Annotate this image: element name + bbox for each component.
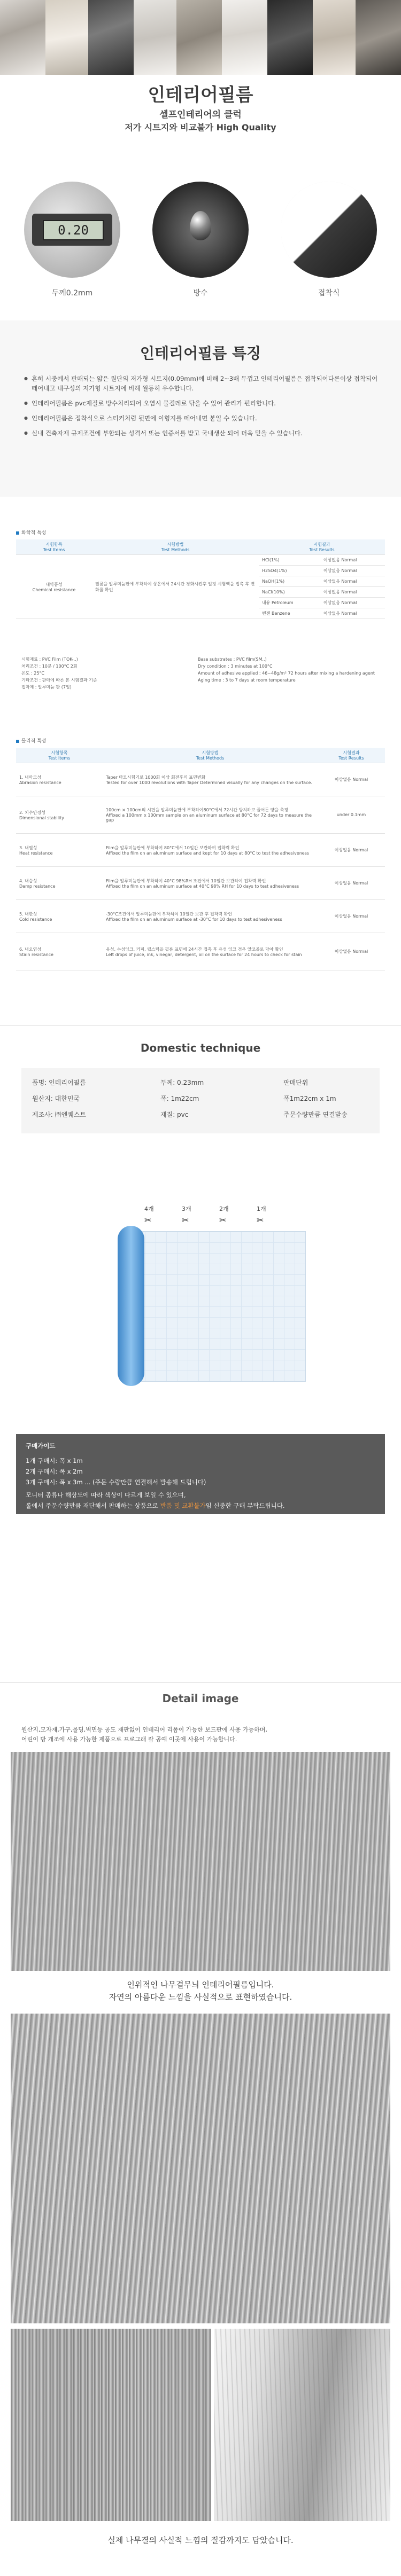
feature-item: ● 인테리어필름은 접착식으로 스티커처럼 뒷면에 이형지를 떼어내면 붙일 수 있습니다. — [24, 413, 382, 423]
marble-strip — [45, 0, 88, 75]
detail-caption: 자연의 아름다운 느낌을 사실적으로 표현하였습니다. — [109, 1992, 292, 2002]
marble-strip — [0, 0, 45, 75]
marble-strip — [134, 0, 176, 75]
feature-item: ● 인테리어필름은 pvc재질로 방수처리되어 오염시 물걸레로 닦을 수 있어 관리가 편리합니다. — [24, 398, 382, 408]
marble-strip — [176, 0, 222, 75]
buy-guide-title: 구매가이드 — [26, 1442, 56, 1450]
peel-corner-photo — [281, 182, 377, 278]
feature-item: ● 흔히 시중에서 판매되는 얇은 원단의 저가형 시트지(0.09mm)에 비해 2~3배 두껍고 인테리어필름은 접착되어다른이상 접착되어 떼어내고 내구성의 저가형 시트지에 비해 월등히 우수합니다. — [24, 374, 382, 393]
features-list — [24, 374, 382, 443]
chem-specs-en: Base substrates : PVC film(SM..) Dry condition : 3 minutes at 100°C Amount of adhesive applied : 46~48g/m² 72 hours after mixing a hardening agent Aging time : 3 to 7 days at room temperature — [198, 657, 375, 683]
detail-caption: 인위적인 나무결무늬 인테리어필름입니다. — [127, 1980, 274, 1990]
table-row: 1. 내마모성 Abrasion resistance Taper 마모시험기로 1000회 이상 회전후의 표면변화 Tested for over 1000 revolutions with Taper Determined visually for any changes on the surface. 이상없음 Normal — [16, 763, 385, 796]
circle-label: 방수 — [193, 289, 208, 297]
wood-peel-photo — [214, 2329, 390, 2521]
water-drop-photo — [152, 182, 249, 278]
caliper-readout: 0.20 — [43, 220, 104, 240]
detail-title: Detail image — [162, 1692, 239, 1705]
table-row: 6. 내오염성 Stain resistance 유성, 수성잉크, 커피, 립스틱을 필름 표면에 24시간 접촉 후 유성 잉크 경우 알코올로 닦아 확인 Left drops of juice, ink, vinegar, detergent, oil on the surface for 24 hours to check for stain 이상없음 Normal — [16, 933, 385, 970]
divider — [0, 1682, 401, 1683]
wood-texture-photo — [11, 2014, 390, 2323]
detail-note: 원산지,모자재,가구,몰딩,벽면등 공도 재판없이 인테리어 리폼이 가능한 보드판에 사용 가능하며, 어린이 방 개조에 사용 가능한 제품으로 프로그래 칼 공예 이곳에 사용이 가능합니다. — [21, 1726, 267, 1743]
domestic-title: Domestic technique — [140, 1042, 261, 1054]
bullet-icon — [16, 740, 19, 743]
wood-texture-photo — [11, 1752, 390, 1971]
marble-strip — [267, 0, 313, 75]
buy-guide-box: 구매가이드 1개 구매시: 폭 x 1m 2개 구매시: 폭 x 2m 3개 구매시: 폭 x 3m ... (주문 수량만큼 연결해서 발송해 드립니다) 모니터 종류나 해상도에 따라 색상이 다르게 보일 수 있으며, 롤에서 주문수량만큼 재단해서 판매하는 상품으로 반품 및 교환불가임 신중한 구매 부탁드립니다. — [16, 1434, 385, 1514]
caliper-photo — [24, 182, 120, 278]
marble-banner — [0, 0, 401, 75]
film-roll-icon — [118, 1226, 144, 1386]
feature-item: ● 실내 건축자재 규제조건에 부합되는 성격서 또는 인증서를 받고 국내생산 되어 더욱 믿을 수 있습니다. — [24, 428, 382, 438]
scissors-icon: ✂ — [257, 1215, 264, 1225]
circle-label: 두께0.2mm — [51, 289, 93, 297]
chem-section-title: 화학적 특성 — [16, 529, 46, 536]
scissors-icon: ✂ — [144, 1215, 152, 1225]
scissors-icon: ✂ — [182, 1215, 189, 1225]
circle-label: 접착식 — [318, 289, 340, 297]
phys-section-title: 물리적 특성 — [16, 737, 46, 744]
bullet-icon — [16, 531, 19, 535]
chem-item: 내약품성 Chemical resistance — [16, 555, 92, 619]
scissors-icon: ✂ — [219, 1215, 227, 1225]
page-title: 인테리어필름 — [148, 84, 253, 106]
phys-table: 시험항목 Test Items 시험방법 Test Methods 시험결과 Test Results 1. 내마모성 Abrasion resistance Taper 마모시험기로 1000회 이상 회전후의 표면변화 Tested for over 1000 revolutions with Taper Determined visually for any changes on the surface. 이상없음 Normal 2. 치수안정성 Dimensional stability 100cm × 100cm의 시편을 알루미늄판에 부착하여80°C에서 72시간 방치하고 줄어든 양을 측정 Affixed a 100mm x 100mm sample on an aluminum surface at 80°C for 72 days to measure the gap under 0.1mm 3. 내열성 Heat resistance Film을 알루미늄판에 부착하여 80°C에서 10일간 보관하여 접착력 확인 Affixed the film on an aluminum surface and kept for 10 days at 80°C to test the adhesiveness 이상없음 Normal 4. 내습성 Damp resistance Film을 알루미늄판에 부착하여 40°C 98%RH 조건에서 10일간 보관하여 접착력 확인 Affixed the film on an aluminum surface at 40°C 98% RH for 10 days to test adhesiveness 이상없음 Normal 5. 내한성 Cold resistance -30°C조건에서 알루미늄판에 부착하여 10일간 보관 후 접착력 확인 Affixed the film on an aluminum surface at -30°C for 10 days to test adhesiveness 이상없음 Normal 6. 내오염성 Stain resistance 유성, 수성잉크, 커피, 립스틱을 필름 표면에 24시간 접촉 후 유성 잉크 경우 알코올로 닦아 확인 Left drops of juice, ink, vinegar, detergent, oil on the surface for 24 hours to check for stain 이상없음 Normal — [16, 748, 385, 970]
wood-closeup-photo — [11, 2329, 211, 2521]
marble-strip — [313, 0, 356, 75]
no-return-highlight: 반품 및 교환불가 — [160, 1502, 206, 1509]
water-drop-icon — [190, 211, 211, 240]
detail-caption: 실제 나무결의 사실적 느낌의 질감까지도 담았습니다. — [107, 2535, 294, 2545]
marble-strip — [222, 0, 267, 75]
peel-corner-icon — [281, 182, 377, 278]
marble-strip — [356, 0, 401, 75]
chem-specs-ko: 시험재료 : PVC Film (TOK-..) 처리조건 : 10분 / 100°C 2회 온도 : 25°C 기타조건 : 판매에 따른 본 시험결과 기준 접착제 : 알루미늄 판 (7일) — [21, 657, 97, 690]
grain-overlay — [214, 2329, 390, 2521]
divider — [0, 1025, 401, 1026]
features-title: 인테리어필름 특징 — [140, 344, 261, 362]
hero-subtitle: 셀프인테리어의 클럭 — [159, 109, 242, 120]
marble-strip — [88, 0, 134, 75]
table-row: 2. 치수안정성 Dimensional stability 100cm × 100cm의 시편을 알루미늄판에 부착하여80°C에서 72시간 방치하고 줄어든 양을 측정 Affixed a 100mm x 100mm sample on an aluminum surface at 80°C for 72 days to measure the gap under 0.1mm — [16, 796, 385, 834]
table-row: 4. 내습성 Damp resistance Film을 알루미늄판에 부착하여 40°C 98%RH 조건에서 10일간 보관하여 접착력 확인 Affixed the film on an aluminum surface at 40°C 98% RH for 10 days to test adhesiveness 이상없음 Normal — [16, 867, 385, 900]
chem-table: 시험항목 Test Items 시험방법 Test Methods 시험결과 Test Results 내약품성 Chemical resistance 필름을 알루미늄판에 부착하여 상온에서 24시간 경화시킨후 일정 시험액을 접촉 후 변화를 확인 HCl(1%) 이상없음 Normal H2SO4(1%) 이상없음 Normal NaOH(1%) 이상없음 Normal NaCl(10%) 이상없음 Normal 내유 Petroleum 이상없음 Normal 벤젠 Benzene 이상없음 Normal — [16, 539, 385, 619]
chem-method: 필름을 알루미늄판에 부착하여 상온에서 24시간 경화시킨후 일정 시험액을 접촉 후 변화를 확인 — [92, 555, 259, 619]
table-row: 5. 내한성 Cold resistance -30°C조건에서 알루미늄판에 부착하여 10일간 보관 후 접착력 확인 Affixed the film on an aluminum surface at -30°C for 10 days to test adhesiveness 이상없음 Normal — [16, 900, 385, 933]
roll-illustration: 4개 3개 2개 1개 ✂ ✂ ✂ ✂ — [96, 1194, 310, 1397]
table-row: 3. 내열성 Heat resistance Film을 알루미늄판에 부착하여 80°C에서 10일간 보관하여 접착력 확인 Affixed the film on an aluminum surface and kept for 10 days at 80°C to test the adhesiveness 이상없음 Normal — [16, 834, 385, 867]
hero-subtitle: 저가 시트지와 비교불가 High Quality — [125, 122, 276, 132]
product-info-box: 품명: 인테리어필름 원산지: 대한민국 제조사: ㈜엔퀘스트 두께: 0.23mm 폭: 1m22cm 재질: pvc 판매단위 폭1m22cm x 1m 주문수량만큼 연결발송 — [21, 1068, 380, 1133]
film-sheet — [134, 1231, 306, 1382]
